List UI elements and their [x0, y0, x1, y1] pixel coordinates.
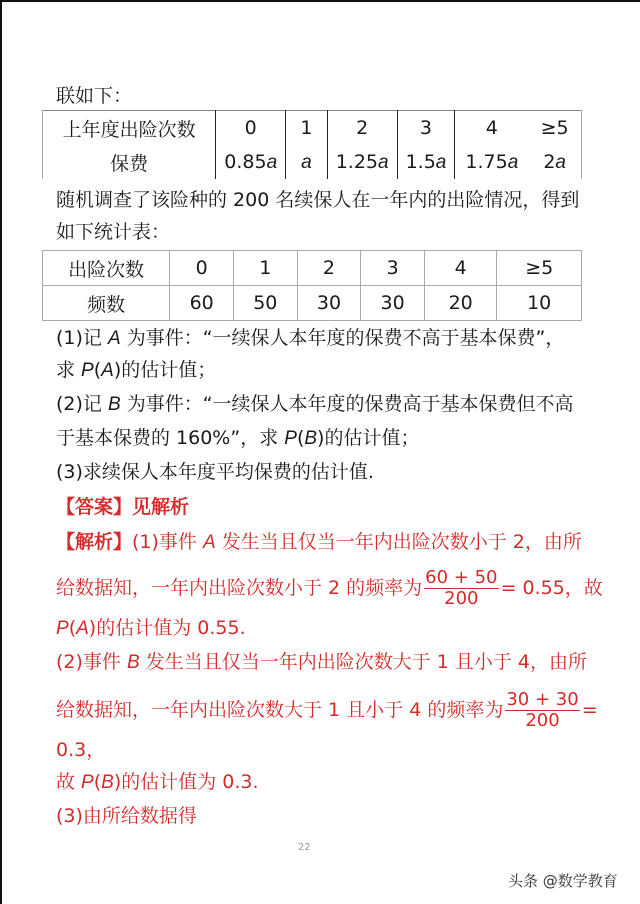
table-cell: 3: [397, 111, 455, 146]
table-row: [43, 251, 582, 286]
premium-table: [42, 110, 582, 179]
table-header-cell: 上年度出险次数: [43, 111, 216, 146]
table-cell: 60: [170, 286, 234, 321]
table-cell: 1: [233, 251, 297, 286]
table-cell: [455, 145, 528, 179]
analysis-2-line-4: 故 P(B)的估计值为 0.3.: [56, 771, 259, 793]
question-3: (3)求续保人本年度平均保费的估计值.: [56, 461, 374, 483]
variable-a: a: [555, 151, 566, 173]
analysis-3-line-1: (3)由所给数据得: [56, 805, 197, 827]
survey-line-1: 随机调查了该险种的 200 名续保人在一年内的出险情况，得到: [56, 189, 580, 211]
variable-a: a: [266, 151, 278, 173]
table-header-cell: 保费: [43, 145, 216, 179]
table-cell: ≥5: [528, 111, 581, 146]
table-header-cell: 频数: [43, 286, 170, 321]
answer-line: [56, 495, 189, 519]
table-cell: 4: [424, 251, 496, 286]
analysis-2-line-1: (2)事件 B 发生当且仅当一年内出险次数大于 1 且小于 4，由所: [56, 651, 587, 673]
intro-line: 联如下：: [56, 85, 133, 107]
table-cell: 4: [455, 111, 528, 146]
analysis-1-line-3: P(A)的估计值为 0.55.: [56, 617, 246, 639]
page-top-border: [0, 0, 640, 2]
page-left-border: [0, 0, 2, 904]
table-cell: ≥5: [497, 251, 582, 286]
coefficient: 2: [543, 150, 556, 173]
table-cell: 0: [170, 251, 234, 286]
table-cell: 30: [297, 286, 361, 321]
coefficient: 1.75: [465, 150, 508, 173]
coefficient: 1.25: [335, 150, 378, 173]
variable-a: a: [378, 151, 389, 173]
table-cell: [286, 145, 328, 179]
table-cell: 50: [233, 286, 297, 321]
question-2-line-1: (2)记 B 为事件：“一续保人本年度的保费高于基本保费但不高: [56, 393, 574, 415]
analysis-2-line-3: 0.3，: [56, 739, 106, 761]
question-2-line-2: 于基本保费的 160%”，求 P(B)的估计值；: [56, 427, 420, 449]
question-1-line-1: (1)记 A 为事件：“一续保人本年度的保费不高于基本保费”，: [56, 327, 565, 349]
table-cell: [327, 145, 397, 179]
fraction: $\frac{60 + 50}{200}$: [425, 567, 498, 609]
table-cell: 2: [327, 111, 397, 146]
analysis-2-line-2: 给数据知，一年内出险次数大于 1 且小于 4 的频率为 $\frac{30 + 30}{200}$ =: [56, 689, 598, 731]
analysis-1-line-1: 【解析】(1)事件 A 发生当且仅当一年内出险次数小于 2，由所: [56, 531, 582, 553]
table-cell: 30: [361, 286, 425, 321]
table-cell: [397, 145, 455, 179]
question-1-line-2: 求 P(A)的估计值；: [56, 359, 217, 381]
table-cell: 10: [497, 286, 582, 321]
table-row: [43, 145, 582, 179]
table-cell: 20: [424, 286, 496, 321]
answer-tag: 【答案】: [56, 496, 133, 518]
table-cell: 3: [361, 251, 425, 286]
page-number: 22: [298, 842, 311, 853]
frequency-table: [42, 250, 582, 321]
table-cell: [528, 145, 581, 179]
variable-a: a: [507, 151, 519, 173]
table-cell: 2: [297, 251, 361, 286]
variable-a: a: [301, 151, 312, 173]
table-cell: [216, 145, 286, 179]
watermark: 头条 @数学教育: [508, 872, 618, 890]
coefficient: 1.5: [405, 150, 436, 173]
survey-line-2: 如下统计表：: [56, 221, 171, 243]
coefficient: 0.85: [224, 150, 267, 173]
table-header-cell: 出险次数: [43, 251, 170, 286]
table-row: [43, 111, 582, 146]
table-cell: 0: [216, 111, 286, 146]
analysis-1-line-2: 给数据知，一年内出险次数小于 2 的频率为 $\frac{60 + 50}{200}$ = 0.55，故: [56, 567, 603, 609]
table-cell: 1: [286, 111, 328, 146]
table-row: [43, 286, 582, 321]
answer-text: 见解析: [132, 496, 190, 518]
analysis-tag: 【解析】: [56, 531, 133, 553]
fraction: $\frac{30 + 30}{200}$: [506, 689, 579, 731]
variable-a: a: [435, 151, 447, 173]
